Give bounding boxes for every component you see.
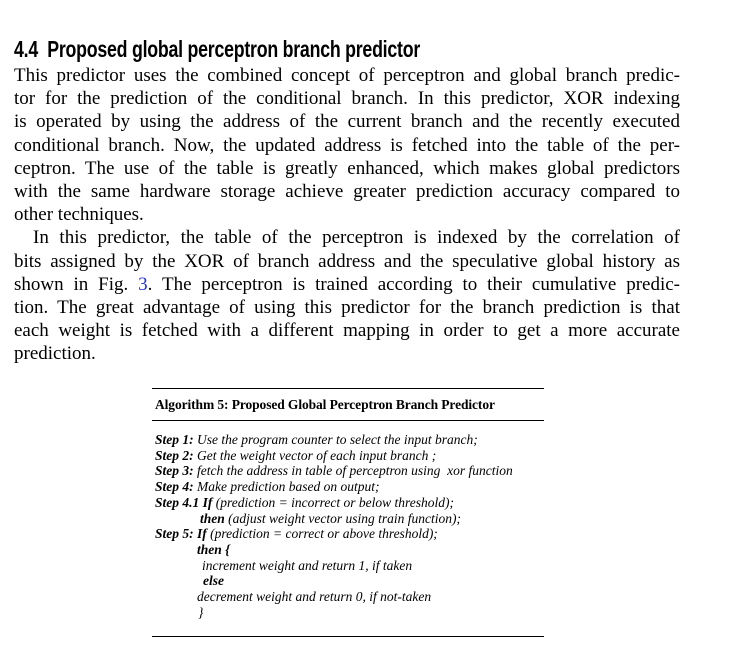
algorithm-step-line [155, 479, 544, 495]
algorithm-step-line [155, 573, 544, 589]
text-line [14, 226, 680, 249]
text-line [14, 157, 680, 180]
text-segment: shown in Fig. [14, 273, 139, 295]
algorithm-bottom-rule [152, 636, 544, 637]
text-segment: with the same hardware storage achieve greater prediction accuracy compared to [14, 180, 680, 202]
section-heading [14, 36, 540, 64]
step-text: decrement weight and return 0, if not-taken [197, 589, 432, 605]
text-line [14, 134, 680, 157]
text-line [14, 110, 680, 133]
text-line [14, 180, 680, 203]
text-segment: This predictor uses the combined concept of perceptron and global branch predic- [14, 65, 680, 86]
text-line [14, 296, 680, 319]
step-keyword: Step 5: If [155, 526, 207, 542]
algorithm-box [152, 388, 544, 637]
step-keyword: Step 3: [155, 463, 194, 479]
text-line [14, 64, 680, 87]
algorithm-step-line [155, 589, 544, 605]
step-keyword: Step 1: [155, 432, 194, 447]
algorithm-step-line [155, 511, 544, 527]
section-heading-text [14, 36, 420, 63]
text-segment: prediction. [14, 343, 96, 365]
text-line [14, 319, 680, 342]
step-text: Get the weight vector of each input branch ; [193, 447, 437, 463]
text-segment: each weight is fetched with a different mapping in order to get a more accurate [14, 320, 680, 342]
step-keyword: then [200, 510, 225, 526]
text-segment: ceptron. The use of the table is greatly enhanced, which makes global predictors [14, 157, 680, 179]
algorithm-step-line [155, 542, 544, 558]
text-line [14, 273, 680, 296]
section-number: 4.4 [14, 35, 38, 62]
step-text: (adjust weight vector using train function); [224, 510, 461, 526]
step-text: fetch the address in table of perceptron using xor function [193, 463, 513, 479]
text-line [14, 203, 680, 226]
figure-3-link[interactable]: 3 [138, 273, 148, 295]
algorithm-step-line [155, 526, 544, 542]
step-keyword: else [203, 573, 224, 589]
text-line [14, 87, 680, 110]
step-text: Make prediction based on output; [193, 479, 380, 495]
algorithm-title: Algorithm 5: Proposed Global Perceptron Branch Predictor [155, 397, 495, 412]
step-text: (prediction = incorrect or below threshold); [212, 494, 454, 510]
algorithm-step-line [155, 448, 544, 464]
text-segment: In this predictor, the table of the perceptron is indexed by the correlation of [33, 227, 680, 249]
step-text: increment weight and return 1, if taken [202, 557, 413, 573]
algorithm-step-line [155, 605, 544, 621]
step-text: (prediction = correct or above threshold); [206, 526, 438, 542]
text-segment: tion. The great advantage of using this predictor for the branch prediction is that [14, 296, 680, 318]
step-keyword: Step 2: [155, 447, 194, 463]
step-text: Use the program counter to select the input branch; [193, 432, 478, 447]
step-text: } [198, 604, 204, 620]
text-segment: is operated by using the address of the current branch and the recently executed [14, 111, 680, 133]
text-segment: bits assigned by the XOR of branch address and the speculative global history as [14, 250, 680, 272]
step-keyword: Step 4.1 If [155, 494, 213, 510]
text-segment: other techniques. [14, 204, 144, 226]
algorithm-step-line [155, 432, 544, 448]
text-line [14, 342, 680, 365]
algorithm-step-line [155, 463, 544, 479]
step-keyword: Step 4: [155, 479, 194, 495]
text-line [14, 250, 680, 273]
algorithm-step-line [155, 495, 544, 511]
text-segment: . The perceptron is trained according to their cumulative predic- [147, 273, 680, 295]
step-keyword: then { [197, 541, 230, 557]
body-text [14, 64, 680, 365]
algorithm-step-line [155, 558, 544, 574]
text-segment: tor for the prediction of the conditional branch. In this predictor, XOR indexing [14, 88, 680, 110]
algorithm-steps [152, 421, 544, 620]
text-segment: conditional branch. Now, the updated address is fetched into the table of the per- [14, 134, 680, 156]
section-title: Proposed global perceptron branch predictor [47, 35, 420, 62]
